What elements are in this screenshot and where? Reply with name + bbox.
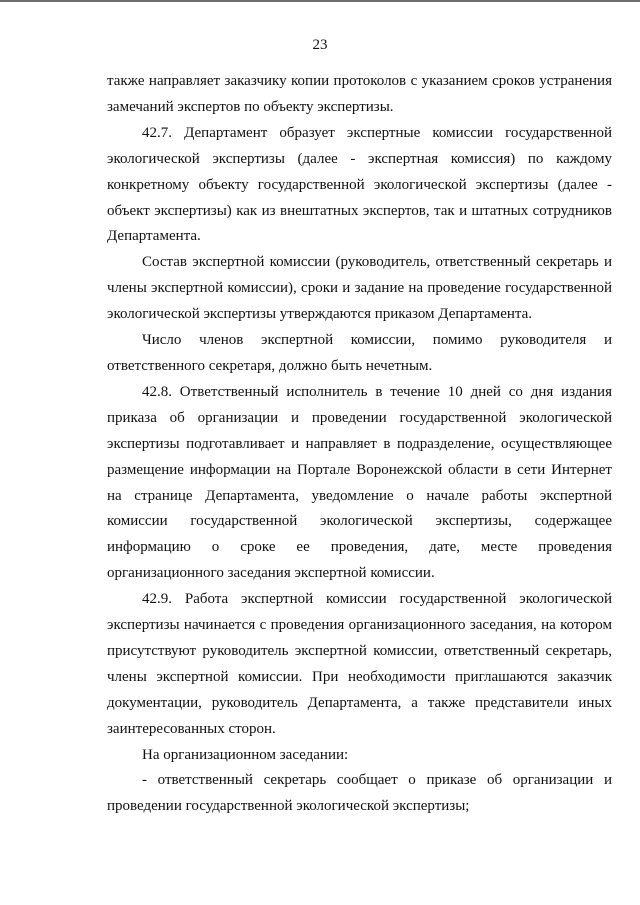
document-body [107, 69, 612, 820]
paragraph-42-9: 42.9. Работа экспертной комиссии государственной экологической экспертизы начинается с проведения организационного заседания, на котором присутствуют руководитель экспертной комиссии, ответственный секретарь, члены экспертной комиссии. При необходимости приглашаются заказчик документации, руководитель Департамента, а также представители иных заинтересованных сторон. [107, 591, 612, 737]
paragraph-members-count: Число членов экспертной комиссии, помимо руководителя и ответственного секретаря, должно быть нечетным. [107, 332, 612, 374]
paragraph-42-8: 42.8. Ответственный исполнитель в течение 10 дней со дня издания приказа об организации и проведении государственной экологической экспертизы подготавливает и направляет в подразделение, осуществляющее размещение информации на Портале Воронежской области в сети Интернет на странице Департамента, уведомление о начале работы экспертной комиссии государственной экологической экспертизы, содержащее информацию о сроке ее проведения, дате, месте проведения организационного заседания экспертной комиссии. [107, 383, 612, 582]
page-top-edge [0, 0, 640, 2]
paragraph-42-7: 42.7. Департамент образует экспертные комиссии государственной экологической экспертизы (далее - экспертная комиссия) по каждому конкретному объекту государственной экологической экспертизы (далее - объект экспертизы) как из внештатных экспертов, так и штатных сотрудников Департамента. [107, 124, 612, 245]
paragraph-meeting-intro: На организационном заседании: [142, 746, 349, 763]
list-item-secretary-report: - ответственный секретарь сообщает о приказе об организации и проведении государственной экологической экспертизы; [107, 772, 612, 815]
paragraph-continuation: также направляет заказчику копии протоколов с указанием сроков устранения замечаний экспертов по объекту экспертизы. [107, 73, 612, 115]
page-number: 23 [312, 37, 328, 53]
paragraph-commission-composition: Состав экспертной комиссии (руководитель, ответственный секретарь и члены экспертной комиссии), сроки и задание на проведение государственной экологической экспертизы утверждаются приказом Департамента. [107, 254, 612, 323]
